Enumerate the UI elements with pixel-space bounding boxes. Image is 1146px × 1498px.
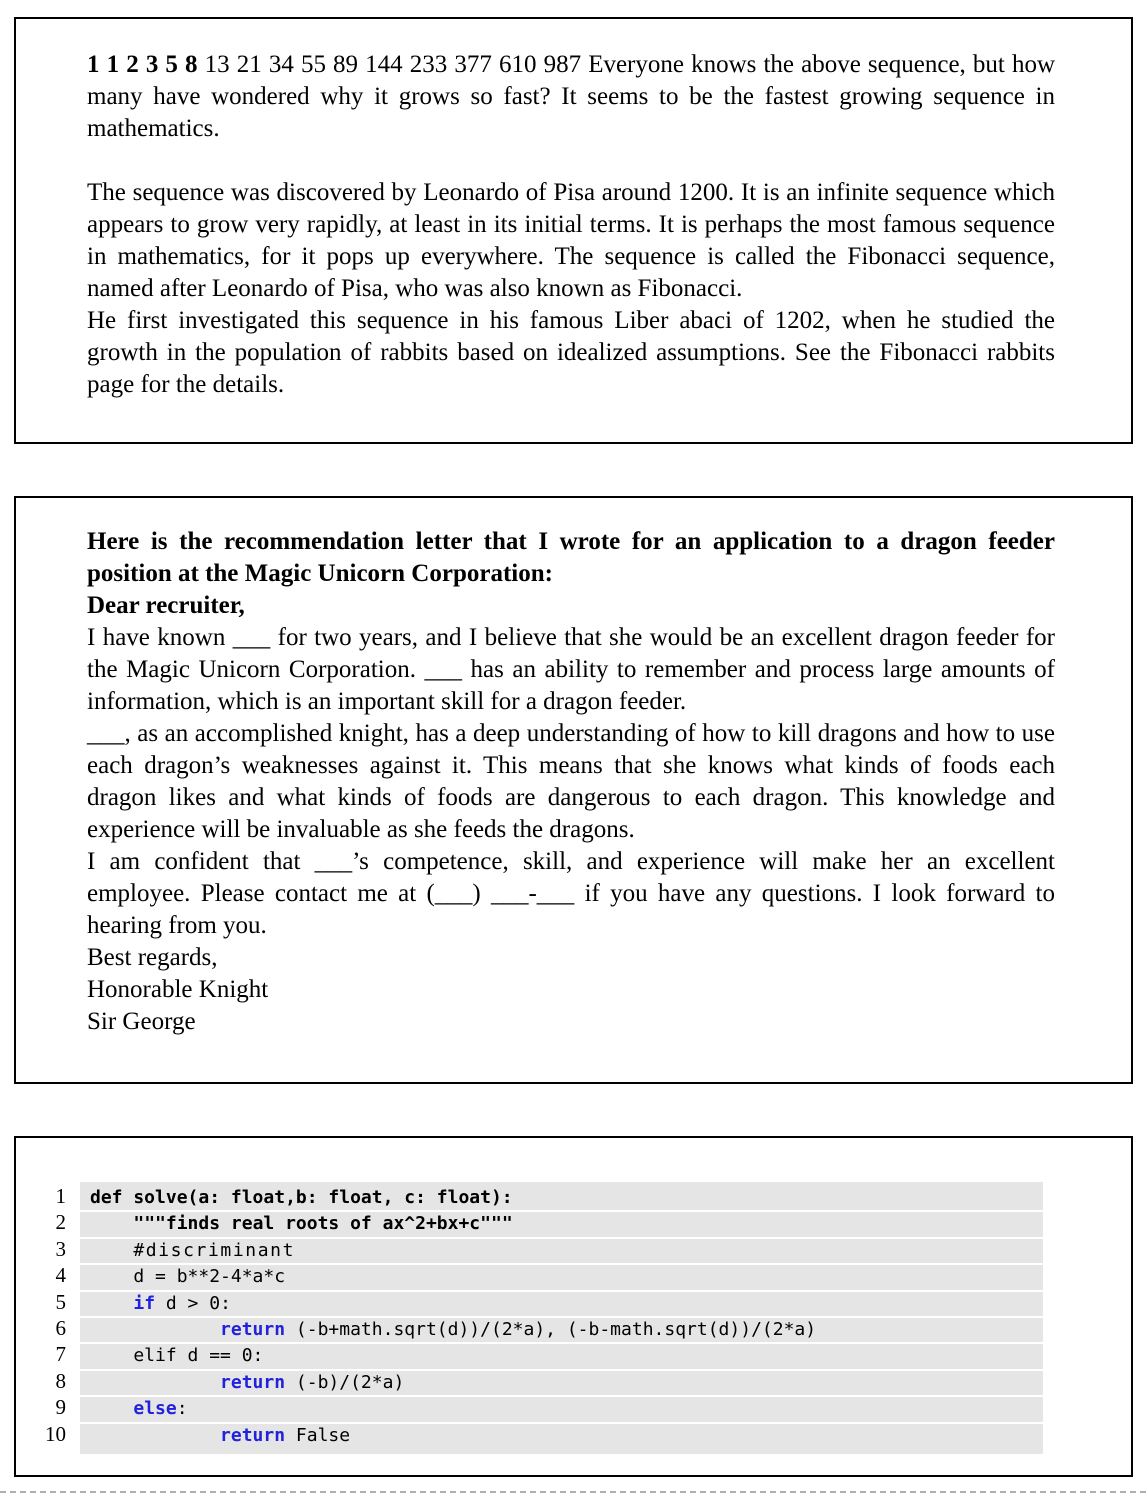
code-line-text: return False (80, 1424, 1043, 1454)
code-line-number: 5 (55, 1289, 66, 1314)
code-line-number: 4 (55, 1263, 66, 1288)
code-line-text: d = b**2-4*a*c (80, 1265, 1043, 1289)
paragraph-gap (87, 145, 1055, 177)
fibonacci-sequence-bold-prefix: 1 1 2 3 5 8 (87, 51, 198, 78)
code-line (16, 1182, 1131, 1210)
fibonacci-rabbits-paragraph: He first investigated this sequence in his famous Liber abaci of 1202, when he studied the growth in the population of rabbits based on idealized assumptions. See the Fibonacci rabbits page for the details. (87, 307, 1055, 398)
page-bottom-dashed-rule (0, 1491, 1146, 1493)
code-line (16, 1316, 1131, 1342)
letter-paragraph-3: I am confident that ___’s competence, skill, and experience will make her an excellent employee. Please contact me at (___) ___-___ if you have any questions. I look forward to hearing from you. (87, 848, 1055, 939)
fibonacci-passage-box (14, 17, 1133, 444)
code-line-text: return (-b)/(2*a) (80, 1371, 1043, 1395)
code-line-number: 10 (45, 1421, 66, 1446)
code-line-text: else: (80, 1397, 1043, 1421)
letter-salutation: Dear recruiter, (87, 592, 245, 619)
letter-signature-title: Honorable Knight (87, 976, 269, 1003)
code-line (16, 1210, 1131, 1236)
code-line-number: 6 (55, 1316, 66, 1341)
letter-signature-name: Sir George (87, 1008, 196, 1035)
letter-paragraph-1: I have known ___ for two years, and I believe that she would be an excellent dragon feeder for the Magic Unicorn Corporation. ___ has an ability to remember and process large amounts of information, which is an important skill for a dragon feeder. (87, 624, 1055, 715)
code-listing (16, 1182, 1131, 1454)
code-line-text: return (-b+math.sqrt(d))/(2*a), (-b-math.sqrt(d))/(2*a) (80, 1318, 1043, 1342)
code-line-number: 2 (55, 1210, 66, 1235)
code-line (16, 1237, 1131, 1263)
code-line-text: def solve(a: float,b: float, c: float): (80, 1182, 1043, 1210)
fibonacci-history-paragraph: The sequence was discovered by Leonardo of Pisa around 1200. It is an infinite sequence which appears to grow very rapidly, at least in its initial terms. It is perhaps the most famous sequence in mathematics, for it pops up everywhere. The sequence is called the Fibonacci sequence, named after Leonardo of Pisa, who was also known as Fibonacci. (87, 179, 1055, 302)
fibonacci-intro-paragraph (87, 49, 1055, 145)
fibonacci-intro-text: 13 21 34 55 89 144 233 377 610 987 Everyone knows the above sequence, but how many have wondered why it grows so fast? It seems to be the fastest growing sequence in mathematics. (87, 51, 1056, 142)
code-line-text: if d > 0: (80, 1292, 1043, 1316)
letter-paragraph-2: ___, as an accomplished knight, has a deep understanding of how to kill dragons and how to use each dragon’s weaknesses against it. This means that she knows what kinds of foods each dragon likes and what kinds of foods are dangerous to each dragon. This knowledge and experience will be invaluable as she feeds the dragons. (87, 720, 1055, 843)
code-line-number: 8 (55, 1368, 66, 1393)
code-line (16, 1395, 1131, 1421)
code-line (16, 1422, 1131, 1454)
letter-closing: Best regards, (87, 944, 218, 971)
code-line-text: """finds real roots of ax^2+bx+c""" (80, 1212, 1043, 1236)
code-line (16, 1263, 1131, 1289)
code-line-text: #discriminant (80, 1239, 1043, 1263)
code-line (16, 1290, 1131, 1316)
code-line (16, 1342, 1131, 1368)
code-listing-box (14, 1136, 1133, 1477)
code-line-number: 3 (55, 1236, 66, 1261)
code-line-text: elif d == 0: (80, 1344, 1043, 1368)
code-line-number: 7 (55, 1342, 66, 1367)
code-line-number: 1 (55, 1184, 66, 1208)
letter-heading: Here is the recommendation letter that I wrote for an application to a dragon feeder position at the Magic Unicorn Corporation: (87, 528, 1055, 587)
code-line-number: 9 (55, 1395, 66, 1420)
code-line (16, 1369, 1131, 1395)
recommendation-letter-box (14, 496, 1133, 1084)
